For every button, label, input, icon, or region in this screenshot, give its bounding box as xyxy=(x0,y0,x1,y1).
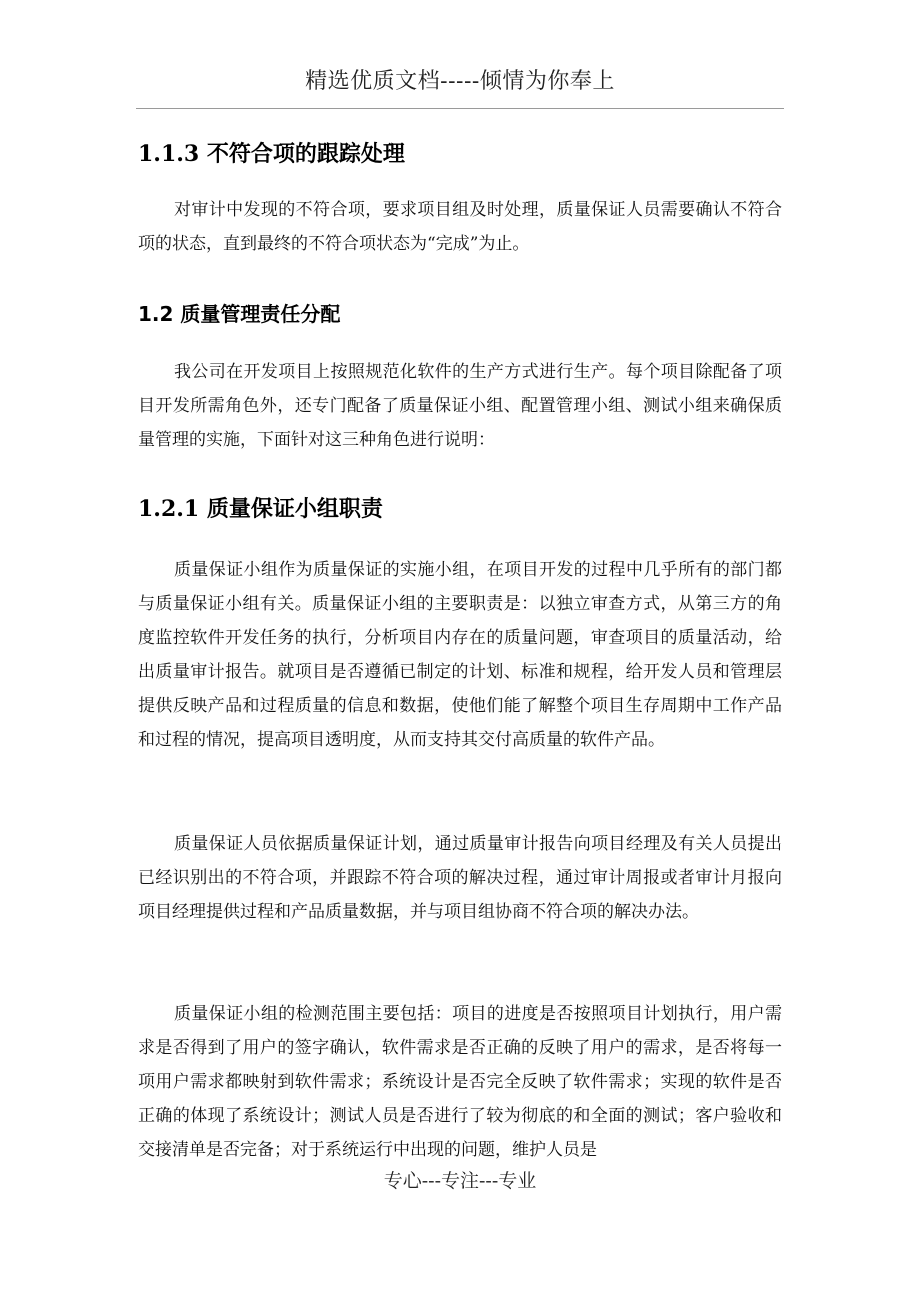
paragraph-qa-duties: 质量保证小组作为质量保证的实施小组，在项目开发的过程中几乎所有的部门都与质量保证小组有关。质量保证小组的主要职责是：以独立审查方式，从第三方的角度监控软件开发任务的执行，分析项目内存在的质量问题，审查项目的质量活动，给出质量审计报告。就项目是否遵循已制定的计划、标准和规程，给开发人员和管理层提供反映产品和过程质量的信息和数据，使他们能了解整个项目生存周期中工作产品和过程的情况，提高项目透明度，从而支持其交付高质量的软件产品。 xyxy=(138,560,782,750)
section-heading-1-2-1: 1.2.1 质量保证小组职责 xyxy=(138,496,383,522)
page-header: 精选优质文档-----倾情为你奉上 xyxy=(305,69,615,94)
header-divider xyxy=(136,108,784,109)
paragraph-qa-personnel: 质量保证人员依据质量保证计划，通过质量审计报告向项目经理及有关人员提出已经识别出的不符合项，并跟踪不符合项的解决过程，通过审计周报或者审计月报向项目经理提供过程和产品质量数据，并与项目组协商不符合项的解决办法。 xyxy=(138,834,782,922)
page-footer: 专心---专注---专业 xyxy=(383,1170,537,1192)
section-heading-1-1-3: 1.1.3 不符合项的跟踪处理 xyxy=(138,141,405,167)
paragraph-nonconformity-tracking: 对审计中发现的不符合项，要求项目组及时处理，质量保证人员需要确认不符合项的状态，直到最终的不符合项状态为“完成”为止。 xyxy=(138,200,782,254)
paragraph-responsibility-allocation: 我公司在开发项目上按照规范化软件的生产方式进行生产。每个项目除配备了项目开发所需角色外，还专门配备了质量保证小组、配置管理小组、测试小组来确保质量管理的实施，下面针对这三种角色进行说明： xyxy=(138,362,782,450)
paragraph-qa-scope: 质量保证小组的检测范围主要包括：项目的进度是否按照项目计划执行，用户需求是否得到了用户的签字确认，软件需求是否正确的反映了用户的需求，是否将每一项用户需求都映射到软件需求；系统设计是否完全反映了软件需求；实现的软件是否正确的体现了系统设计；测试人员是否进行了较为彻底的和全面的测试；客户验收和交接清单是否完备；对于系统运行中出现的问题，维护人员是 xyxy=(138,1004,782,1160)
section-heading-1-2: 1.2 质量管理责任分配 xyxy=(138,302,341,326)
